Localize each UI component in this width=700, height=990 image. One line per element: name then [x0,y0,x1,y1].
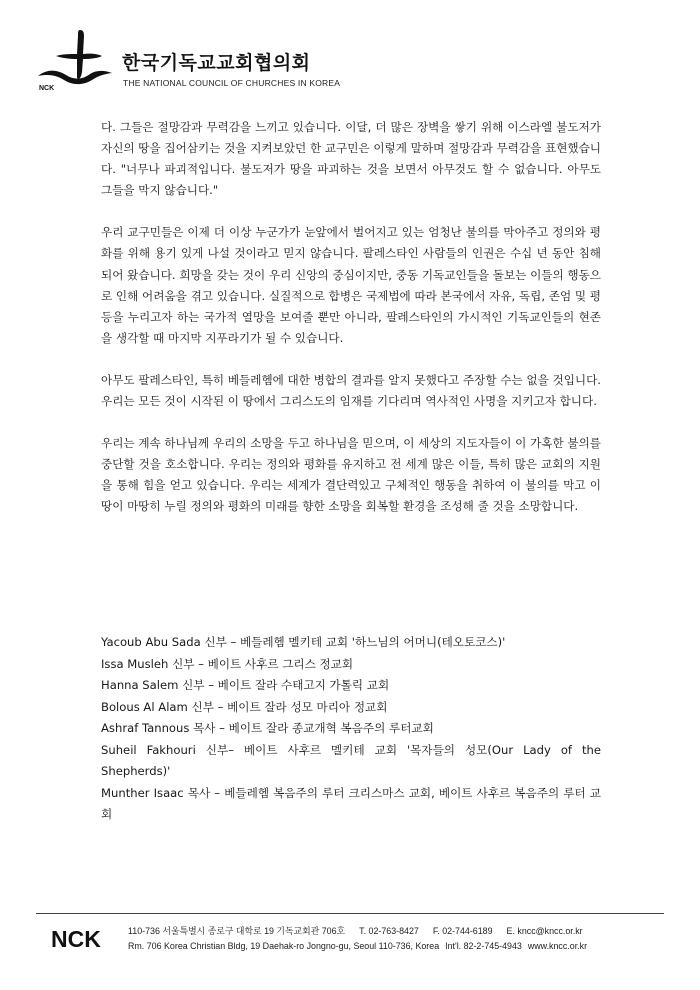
footer-divider [36,913,664,914]
letterhead [36,28,676,98]
signatory: Suheil Fakhouri 신부– 베이트 사후르 멜키테 교회 '목자들의 성모(Our Lady of the Shepherds)' [101,742,601,778]
org-name-english: THE NATIONAL COUNCIL OF CHURCHES IN KOREA [123,78,341,88]
address-en: Rm. 706 Korea Christian Bldg, 19 Daehak-ro Jongno-gu, Seoul 110-736, Korea [128,941,440,951]
email[interactable]: E. kncc@kncc.or.kr [506,926,583,936]
signatory: Bolous Al Alam 신부 – 베이트 잘라 성모 마리아 정교회 [101,699,388,714]
footer-address-english [128,941,587,951]
svg-text:NCK: NCK [51,926,101,951]
letter-body [101,117,601,539]
signatory: Munther Isaac 목사 – 베들레헴 복음주의 루터 크리스마스 교회, 베이트 사후르 복음주의 루터 교회 [101,785,601,821]
intl-phone: Int'l. 82-2-745-4943 [445,941,522,951]
footer-nck-logo-icon [51,925,121,951]
signatory: Yacoub Abu Sada 신부 – 베들레헴 멜키테 교회 '하느님의 어머니(테오토코스)' [101,635,506,649]
paragraph: 아무도 팔레스타인, 특히 베들레헴에 대한 병합의 결과를 알지 못했다고 주장할 수는 없을 것입니다. 우리는 모든 것이 시작된 이 땅에서 그리스도의 임재를 기다리며 역사적인 사명을 지키고자 합니다. [101,372,601,409]
org-name-korean: 한국기독교교회협의회 [122,52,311,74]
paragraph: 우리는 계속 하나님께 우리의 소망을 두고 하나님을 믿으며, 이 세상의 지도자들이 이 가혹한 불의를 중단할 것을 호소합니다. 우리는 정의와 평화를 유지하고 전 세계 많은 이들, 특히 많은 교회의 지원을 통해 힘을 얻고 있습니다. 우리는 세계가 결단력있고 구체적인 행동을 취하여 이 불의를 막고 이 땅이 마땅히 누릴 정의와 평화의 미래를 향한 소망을 회복할 환경을 조성해 줄 것을 소망합니다. [101,436,601,514]
telephone: T. 02-763-8427 [359,926,419,936]
nck-cross-logo-icon [36,28,116,94]
paragraph: 우리 교구민들은 이제 더 이상 누군가가 눈앞에서 벌어지고 있는 엄청난 불의를 막아주고 정의와 평화를 위해 용기 있게 나설 것이라고 믿지 않습니다. 팔레스타인 사람들의 인권은 수십 년 동안 침해되어 왔습니다. 희망을 갖는 것이 우리 신앙의 중심이지만, 중동 기독교인들을 돌보는 이들의 행동으로 인해 어려움을 겪고 있습니다. 실질적으로 합병은 국제법에 따라 본국에서 자유, 독립, 존엄 및 평등을 누리고자 하는 국가적 열망을 보여줄 뿐만 아니라, 팔레스타인의 가시적인 기독교인들의 현존을 생각할 때 마지막 지푸라기가 될 수 있습니다. [101,225,601,345]
paragraph: 다. 그들은 절망감과 무력감을 느끼고 있습니다. 이달, 더 많은 장벽을 쌓기 위해 이스라엘 불도저가 자신의 땅을 집어삼키는 것을 지켜보았던 한 교구민은 이렇게 말하며 절망감과 무력감을 표현했습니다. "너무나 파괴적입니다. 불도저가 땅을 파괴하는 것을 보면서 아무것도 할 수 없습니다. 아무도 그들을 막지 않습니다." [101,120,601,198]
signatory: Hanna Salem 신부 – 베이트 잘라 수태고지 가톨릭 교회 [101,678,390,692]
address-ko: 110-736 서울특별시 종로구 대학로 19 기독교회관 706호 [128,926,346,936]
signatory: Ashraf Tannous 목사 – 베이트 잘라 종교개혁 복음주의 루터교회 [101,721,434,735]
footer-address-korean [128,924,583,937]
signatory-list [101,632,601,826]
signatory: Issa Musleh 신부 – 베이트 사후르 그리스 정교회 [101,656,354,671]
website-link[interactable]: www.kncc.or.kr [527,941,588,951]
fax: F. 02-744-6189 [432,926,493,936]
svg-text:NCK: NCK [39,85,55,92]
